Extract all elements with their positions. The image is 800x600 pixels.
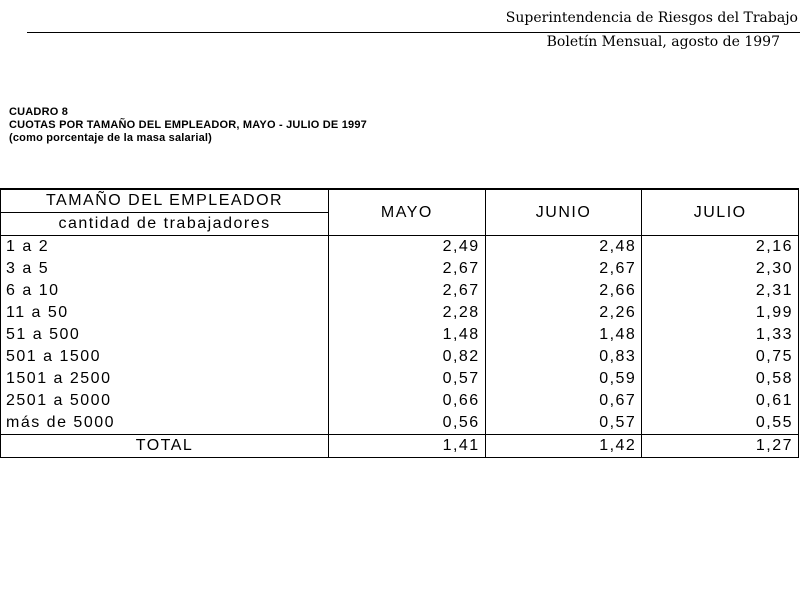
table-row (1, 236, 799, 259)
cell-julio: 1,33 (642, 324, 799, 346)
table-row (1, 412, 799, 435)
table-row (1, 280, 799, 302)
header-julio: JULIO (642, 189, 799, 236)
cell-junio: 0,59 (485, 368, 642, 390)
cell-julio: 0,58 (642, 368, 799, 390)
cell-julio: 2,16 (642, 236, 799, 259)
cell-julio: 0,61 (642, 390, 799, 412)
table-row (1, 390, 799, 412)
header-employer-size: TAMAÑO DEL EMPLEADOR (1, 189, 329, 213)
cell-julio: 0,55 (642, 412, 799, 435)
table-row (1, 324, 799, 346)
report-header-title: Superintendencia de Riesgos del Trabajo (505, 10, 798, 26)
row-label: 11 a 50 (1, 302, 329, 324)
cell-mayo: 2,49 (329, 236, 486, 259)
total-julio: 1,27 (642, 435, 799, 458)
table-row (1, 346, 799, 368)
row-label: 3 a 5 (1, 258, 329, 280)
cell-junio: 0,83 (485, 346, 642, 368)
cell-junio: 2,48 (485, 236, 642, 259)
table-caption (9, 106, 367, 145)
caption-title: CUOTAS POR TAMAÑO DEL EMPLEADOR, MAYO - JULIO DE 1997 (9, 119, 367, 131)
caption-note: (como porcentaje de la masa salarial) (9, 132, 213, 144)
total-row (1, 435, 799, 458)
table-row (1, 258, 799, 280)
cell-junio: 0,67 (485, 390, 642, 412)
table-row (1, 302, 799, 324)
total-label: TOTAL (1, 435, 329, 458)
caption-number: CUADRO 8 (9, 106, 69, 118)
report-header-subtitle: Boletín Mensual, agosto de 1997 (546, 34, 780, 50)
row-label: 501 a 1500 (1, 346, 329, 368)
cell-julio: 2,30 (642, 258, 799, 280)
total-junio: 1,42 (485, 435, 642, 458)
cell-mayo: 2,28 (329, 302, 486, 324)
cell-junio: 0,57 (485, 412, 642, 435)
cell-julio: 0,75 (642, 346, 799, 368)
cell-julio: 1,99 (642, 302, 799, 324)
cell-mayo: 2,67 (329, 258, 486, 280)
header-mayo: MAYO (329, 189, 486, 236)
cell-mayo: 2,67 (329, 280, 486, 302)
row-label: 51 a 500 (1, 324, 329, 346)
row-label: más de 5000 (1, 412, 329, 435)
cell-junio: 2,67 (485, 258, 642, 280)
cell-mayo: 1,48 (329, 324, 486, 346)
row-label: 6 a 10 (1, 280, 329, 302)
cell-mayo: 0,66 (329, 390, 486, 412)
cell-julio: 2,31 (642, 280, 799, 302)
cell-junio: 2,26 (485, 302, 642, 324)
header-worker-count: cantidad de trabajadores (1, 213, 329, 236)
cell-junio: 1,48 (485, 324, 642, 346)
header-divider (27, 32, 800, 33)
cell-mayo: 0,56 (329, 412, 486, 435)
header-junio: JUNIO (485, 189, 642, 236)
cell-mayo: 0,82 (329, 346, 486, 368)
row-label: 2501 a 5000 (1, 390, 329, 412)
quotas-table (0, 188, 799, 458)
row-label: 1 a 2 (1, 236, 329, 259)
cell-mayo: 0,57 (329, 368, 486, 390)
cell-junio: 2,66 (485, 280, 642, 302)
table-row (1, 368, 799, 390)
row-label: 1501 a 2500 (1, 368, 329, 390)
total-mayo: 1,41 (329, 435, 486, 458)
